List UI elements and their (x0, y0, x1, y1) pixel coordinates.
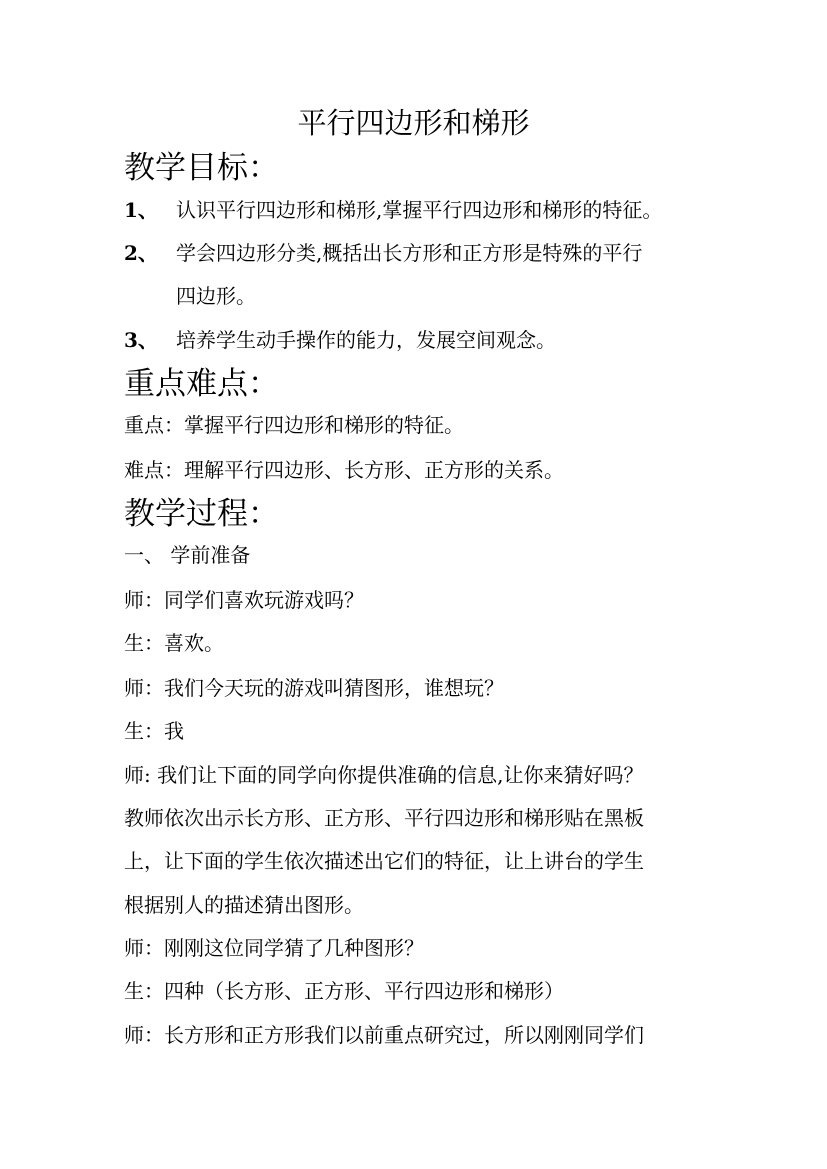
process-line: 师：同学们喜欢玩游戏吗？ (124, 588, 364, 612)
objectives-heading: 教学目标： (124, 150, 279, 186)
key-point: 重点：掌握平行四边形和梯形的特征。 (124, 413, 464, 437)
objective-number: 3、 (124, 328, 158, 352)
objective-item-2 (124, 238, 642, 268)
process-line: 师：长方形和正方形我们以前重点研究过，所以刚刚同学们 (124, 1023, 644, 1047)
objective-text: 认识平行四边形和梯形,掌握平行四边形和梯形的特征。 (176, 198, 663, 222)
key-points-heading: 重点难点： (124, 366, 279, 402)
process-line: 教师依次出示长方形、正方形、平行四边形和梯形贴在黑板 (124, 806, 644, 830)
objective-item-1 (124, 195, 662, 225)
process-line: 上，让下面的学生依次描述出它们的特征，让上讲台的学生 (124, 849, 644, 873)
objective-text: 学会四边形分类,概括出长方形和正方形是特殊的平行 (176, 241, 643, 265)
process-line: 根据别人的描述猜出图形。 (124, 893, 364, 917)
page-title: 平行四边形和梯形 (297, 106, 530, 140)
process-heading: 教学过程： (124, 496, 279, 532)
objective-item-2-continuation: 四边形。 (176, 284, 256, 308)
objective-text: 培养学生动手操作的能力，发展空间观念。 (176, 328, 556, 352)
process-line: 生：喜欢。 (124, 631, 224, 655)
objective-item-3 (124, 325, 556, 355)
process-line: 师：我们今天玩的游戏叫猜图形，谁想玩？ (124, 676, 504, 700)
difficult-point: 难点：理解平行四边形、长方形、正方形的关系。 (124, 458, 564, 482)
objective-number: 1、 (124, 198, 158, 222)
process-line: 生：四种（长方形、正方形、平行四边形和梯形） (124, 979, 564, 1003)
process-line: 一、 学前准备 (124, 543, 251, 567)
objective-number: 2、 (124, 241, 158, 265)
process-line: 生：我 (124, 719, 184, 743)
process-line: 师: 我们让下面的同学向你提供准确的信息,让你来猜好吗？ (124, 763, 644, 787)
process-line: 师：刚刚这位同学猜了几种图形？ (124, 936, 424, 960)
